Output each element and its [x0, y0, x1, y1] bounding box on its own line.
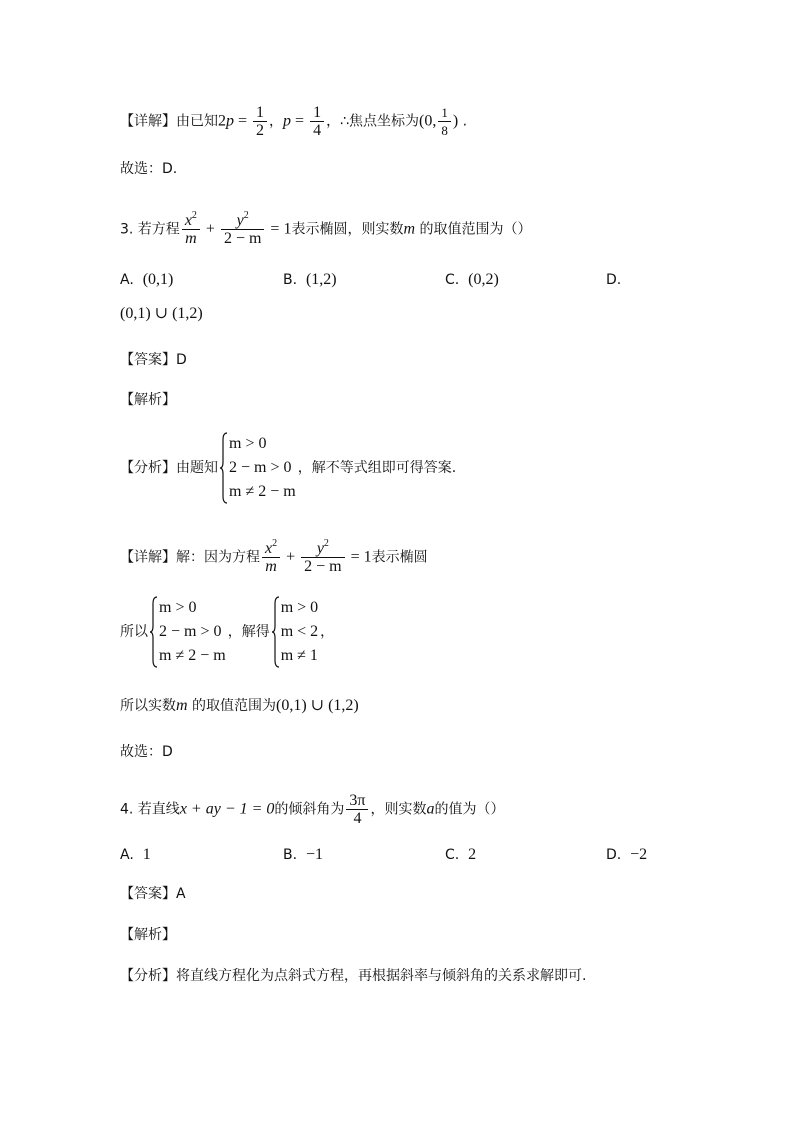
q3-suoyi: 所以 m > 0 2 − m > 0 m ≠ 2 − m ，解得 m > 0 m < 2 m ≠ 1 ，	[120, 596, 334, 668]
q4-option-b: B. −1	[283, 846, 323, 863]
q4-analysis-heading: 【解析】	[120, 927, 176, 943]
q3-option-c: C. (0,2)	[445, 271, 499, 288]
q4-option-d: D. −2	[606, 846, 648, 863]
inequality-system-2: m > 0 m < 2 m ≠ 1	[272, 596, 318, 668]
fraction-half: $\frac{1}{2}$	[253, 104, 267, 139]
detail-text: 由已知	[176, 113, 218, 130]
fraction-x2-over-m: $\frac{x^2}{m}$	[182, 212, 200, 247]
answer-line-1: 故选：D.	[120, 161, 178, 177]
left-brace-icon	[272, 596, 280, 668]
inequality-system: m > 0 2 − m > 0 m ≠ 2 − m	[220, 432, 296, 504]
q3-range: 所以实数m 的取值范围为(0,1) ∪ (1,2)	[120, 697, 359, 714]
q4-option-a: A. 1	[120, 846, 151, 863]
q3-answer: 【答案】D	[120, 352, 187, 368]
fraction-quarter: $\frac{1}{4}$	[310, 104, 324, 139]
fraction-3pi-over-4: $\frac{3\pi}{4}$	[346, 792, 368, 827]
q3-option-d-label: D.	[606, 272, 622, 288]
fraction-y2-over-2-m: $\frac{y^2}{2 - m}$	[221, 212, 264, 247]
question-3: 3. 若方程 $\frac{x^2}{m}$ + $\frac{y^2}{2 - m}$ = 1表示椭圆，则实数m 的取值范围为（）	[120, 210, 532, 247]
inequality-system-1: m > 0 2 − m > 0 m ≠ 2 − m	[150, 596, 226, 668]
left-brace-icon	[150, 596, 158, 668]
q4-option-c: C. 2	[445, 846, 477, 863]
q3-analysis-heading: 【解析】	[120, 392, 176, 408]
q3-fenxi: 【分析】由题知 m > 0 2 − m > 0 m ≠ 2 − m ，解不等式组即可得答案.	[120, 432, 456, 504]
detail-tag: 【详解】	[120, 113, 176, 130]
q4-answer: 【答案】A	[120, 886, 186, 902]
fraction-eighth: $\frac{1}{8}$	[438, 104, 451, 139]
q3-xiangjie: 【详解】解：因为方程 $\frac{x^2}{m}$ + $\frac{y^2}{2 - m}$ = 1表示椭圆	[120, 538, 428, 575]
q3-final: 故选：D	[120, 744, 173, 760]
q3-option-d-value: (0,1) ∪ (1,2)	[120, 305, 203, 322]
q4-fenxi: 【分析】将直线方程化为点斜式方程，再根据斜率与倾斜角的关系求解即可.	[120, 968, 587, 984]
q3-option-b: B. (1,2)	[283, 271, 337, 288]
detail-line-1: 【详解】由已知2p = $\frac{1}{2}$ ，p = $\frac{1}{4}$ ，∴焦点坐标为(0, $\frac{1}{8}$ ) .	[120, 104, 468, 139]
question-4: 4. 若直线x + ay − 1 = 0的倾斜角为 $\frac{3\pi}{4}$ ，则实数a的值为（）	[120, 792, 505, 827]
q3-option-a: A. (0,1)	[120, 271, 174, 288]
left-brace-icon	[220, 432, 228, 504]
